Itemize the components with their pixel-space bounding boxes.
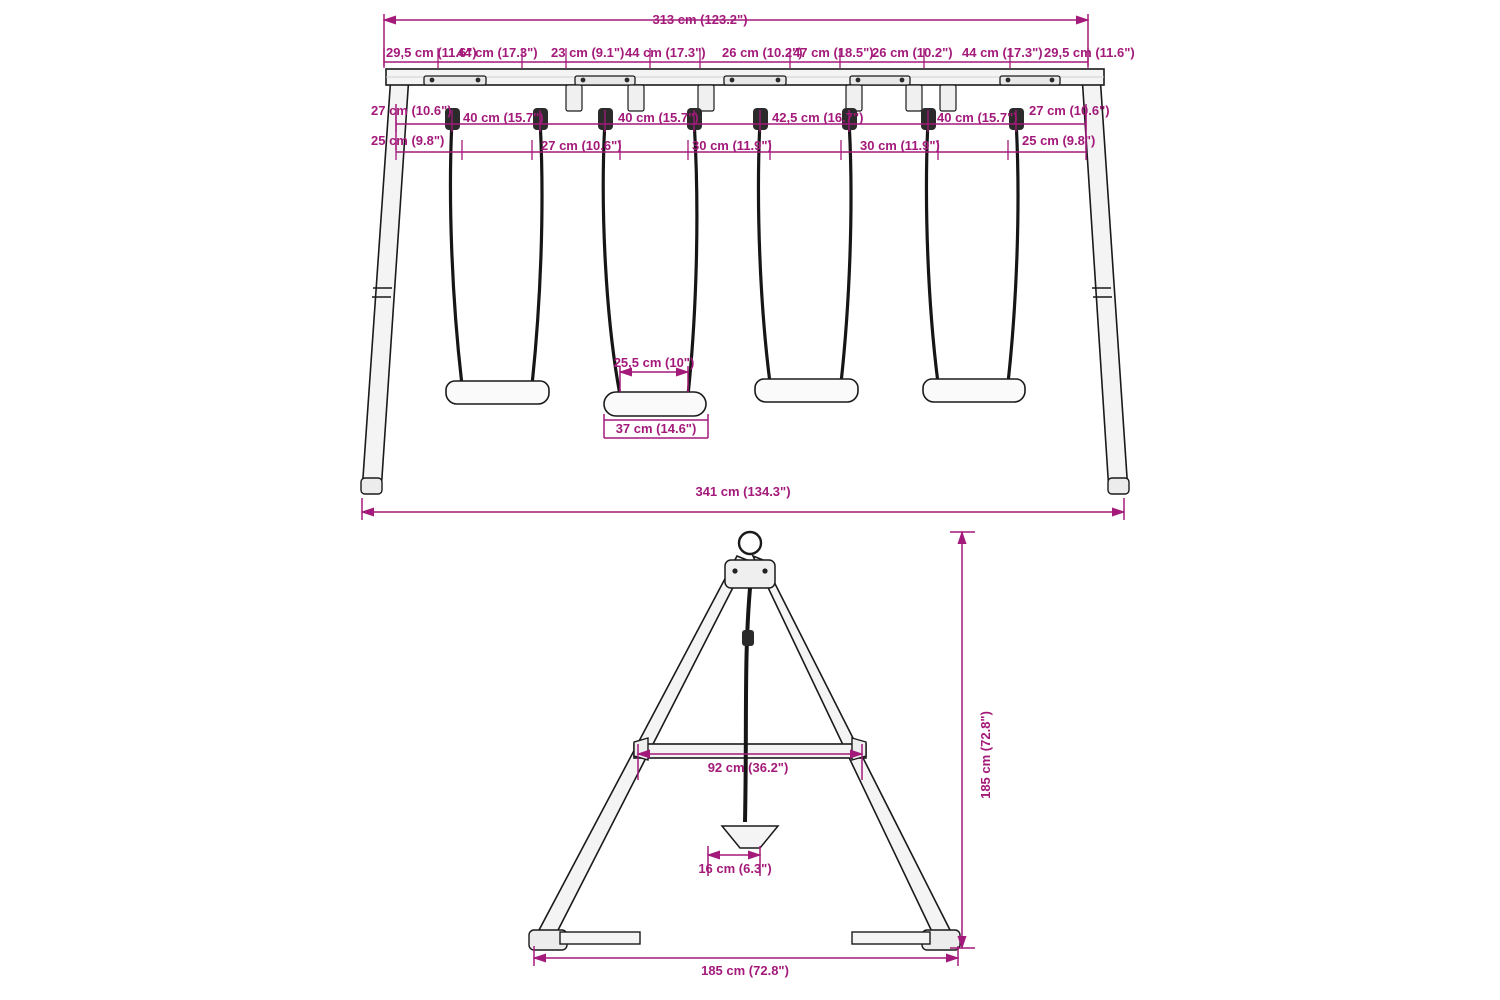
dimension-row3-c: 30 cm (11.9") (860, 138, 940, 153)
front-view-dimensions (362, 14, 1124, 520)
dimension-seg-2: 44 cm (17.3") (457, 45, 538, 60)
dimension-disc-seat-bottom: 37 cm (14.6") (615, 421, 697, 436)
dimension-row3-right: 25 cm (9.8") (1022, 133, 1096, 148)
dimension-seg-8: 44 cm (17.3") (962, 45, 1043, 60)
front-view-structure (361, 69, 1129, 494)
dimension-row2-b: 40 cm (15.7") (618, 110, 699, 125)
dimension-seg-6: 47 cm (18.5") (793, 45, 874, 60)
side-view-structure (529, 532, 960, 950)
dimension-seg-7: 26 cm (10.2") (872, 45, 953, 60)
dimension-row2-c: 42,5 cm (16.7") (772, 110, 864, 125)
dimension-seg-3: 23 cm (9.1") (551, 45, 625, 60)
dimension-row2-left: 27 cm (10.6") (371, 103, 452, 118)
dimension-row2-right: 27 cm (10.6") (1029, 103, 1110, 118)
dimension-top-overall: 313 cm (123.2") (652, 12, 748, 27)
dimension-seg-9: 29,5 cm (11.6") (1044, 45, 1135, 60)
dimension-row3-b: 30 cm (11.9") (692, 138, 772, 153)
dimension-seg-4: 44 cm (17.3") (625, 45, 706, 60)
dimension-row3-a: 27 cm (10.6") (541, 138, 622, 153)
dimension-row2-a: 40 cm (15.7") (463, 110, 544, 125)
dimension-side-crossbar: 92 cm (36.2") (707, 760, 789, 775)
dimension-row2-d: 40 cm (15.7") (937, 110, 1018, 125)
dimension-bottom-overall: 341 cm (134.3") (695, 484, 791, 499)
dimension-row3-left: 25 cm (9.8") (371, 133, 445, 148)
dimension-side-base-width: 185 cm (72.8") (701, 963, 789, 978)
dimension-side-base-bracket: 16 cm (6.3") (698, 861, 772, 876)
dimension-disc-seat-width: 25,5 cm (10") (613, 355, 695, 370)
dimension-seg-5: 26 cm (10.2") (722, 45, 803, 60)
dimension-side-height: 185 cm (72.8") (978, 711, 993, 799)
dimension-seg-1: 29,5 cm (11.6") (386, 45, 477, 60)
